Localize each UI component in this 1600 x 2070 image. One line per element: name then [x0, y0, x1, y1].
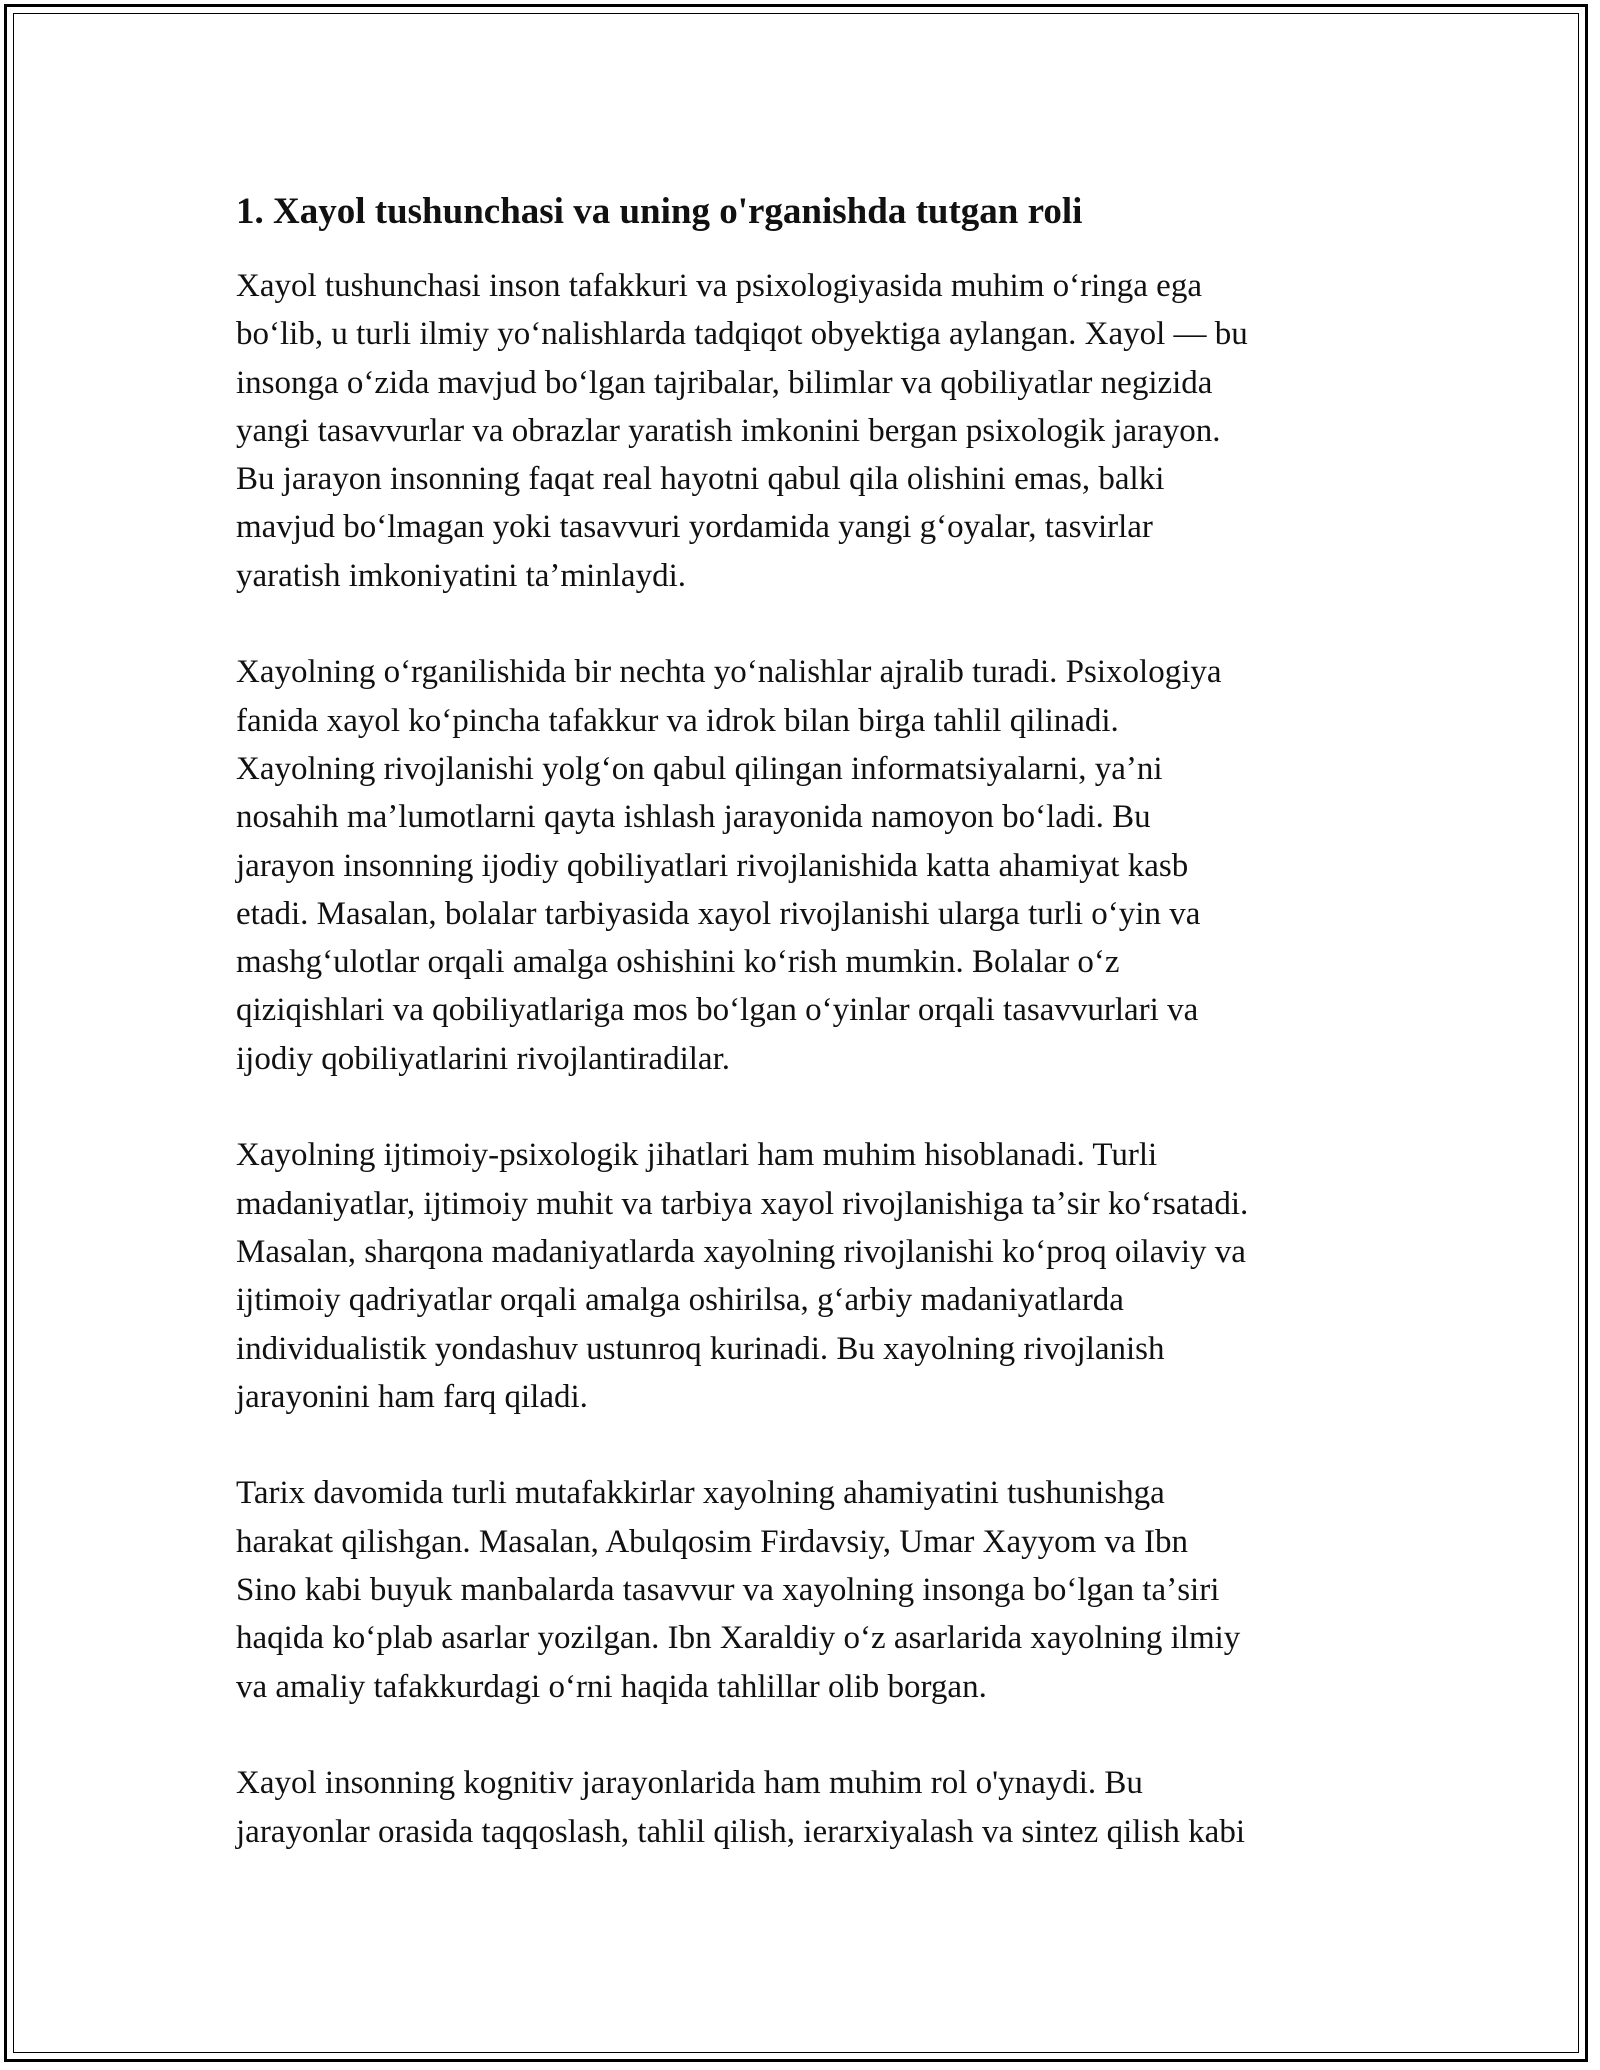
text-line: haqida koʻplab asarlar yozilgan. Ibn Xaraldiy oʻz asarlarida xayolning ilmiy — [236, 1620, 1241, 1657]
text-line: jarayon insonning ijodiy qobiliyatlari rivojlanishida katta ahamiyat kasb — [236, 847, 1189, 884]
text-line: Xayolning oʻrganilishida bir nechta yoʻnalishlar ajralib turadi. Psixologiya — [236, 654, 1222, 691]
text-line: insonga oʻzida mavjud boʻlgan tajribalar, bilimlar va qobiliyatlar negizida — [236, 364, 1213, 401]
text-line: individualistik yondashuv ustunroq kurinadi. Bu xayolning rivojlanish — [236, 1330, 1165, 1367]
text-line: nosahih maʼlumotlarni qayta ishlash jarayonida namoyon boʻladi. Bu — [236, 799, 1151, 836]
document-body — [236, 188, 1366, 1856]
text-line: ijtimoiy qadriyatlar orqali amalga oshirilsa, gʻarbiy madaniyatlarda — [236, 1282, 1124, 1319]
paragraph-1 — [236, 262, 1366, 600]
text-line: Tarix davomida turli mutafakkirlar xayolning ahamiyatini tushunishga — [236, 1475, 1165, 1512]
text-line: yaratish imkoniyatini taʼminlaydi. — [236, 557, 686, 594]
text-line: Masalan, sharqona madaniyatlarda xayolning rivojlanishi koʻproq oilaviy va — [236, 1233, 1246, 1270]
paragraph-5 — [236, 1759, 1366, 1856]
text-line: jarayonini ham farq qiladi. — [236, 1378, 588, 1415]
paragraph-4 — [236, 1469, 1366, 1710]
text-line: va amaliy tafakkurdagi oʻrni haqida tahlillar olib borgan. — [236, 1668, 987, 1705]
text-line: Sino kabi buyuk manbalarda tasavvur va xayolning insonga boʻlgan taʼsiri — [236, 1572, 1220, 1609]
text-line: Xayolning rivojlanishi yolgʻon qabul qilingan informatsiyalarni, yaʼni — [236, 750, 1163, 787]
paragraph-2 — [236, 648, 1366, 1083]
paragraph-3 — [236, 1131, 1366, 1421]
text-line: Xayol insonning kognitiv jarayonlarida ham muhim rol o'ynaydi. Bu — [236, 1765, 1143, 1802]
text-line: fanida xayol koʻpincha tafakkur va idrok bilan birga tahlil qilinadi. — [236, 702, 1119, 739]
text-line: Bu jarayon insonning faqat real hayotni qabul qila olishini emas, balki — [236, 461, 1165, 498]
text-line: madaniyatlar, ijtimoiy muhit va tarbiya xayol rivojlanishiga taʼsir koʻrsatadi. — [236, 1185, 1249, 1222]
text-line: Xayolning ijtimoiy-psixologik jihatlari ham muhim hisoblanadi. Turli — [236, 1137, 1158, 1174]
text-line: yangi tasavvurlar va obrazlar yaratish imkonini bergan psixologik jarayon. — [236, 412, 1221, 449]
text-line: boʻlib, u turli ilmiy yoʻnalishlarda tadqiqot obyektiga aylangan. Xayol — bu — [236, 316, 1248, 353]
text-line: mavjud boʻlmagan yoki tasavvuri yordamida yangi gʻoyalar, tasvirlar — [236, 509, 1153, 546]
text-line: harakat qilishgan. Masalan, Abulqosim Firdavsiy, Umar Xayyom va Ibn — [236, 1523, 1188, 1560]
text-line: Xayol tushunchasi inson tafakkuri va psixologiyasida muhim oʻringa ega — [236, 268, 1202, 304]
text-line: ijodiy qobiliyatlarini rivojlantiradilar. — [236, 1040, 730, 1077]
section-heading: 1. Xayol tushunchasi va uning o'rganishda tutgan roli — [236, 191, 1083, 232]
text-line: mashgʻulotlar orqali amalga oshishini koʻrish mumkin. Bolalar oʻz — [236, 944, 1120, 981]
text-line: jarayonlar orasida taqqoslash, tahlil qilish, ierarxiyalash va sintez qilish kabi — [236, 1813, 1245, 1850]
text-line: qiziqishlari va qobiliyatlariga mos boʻlgan oʻyinlar orqali tasavvurlari va — [236, 992, 1199, 1029]
text-line: etadi. Masalan, bolalar tarbiyasida xayol rivojlanishi ularga turli oʻyin va — [236, 895, 1201, 932]
